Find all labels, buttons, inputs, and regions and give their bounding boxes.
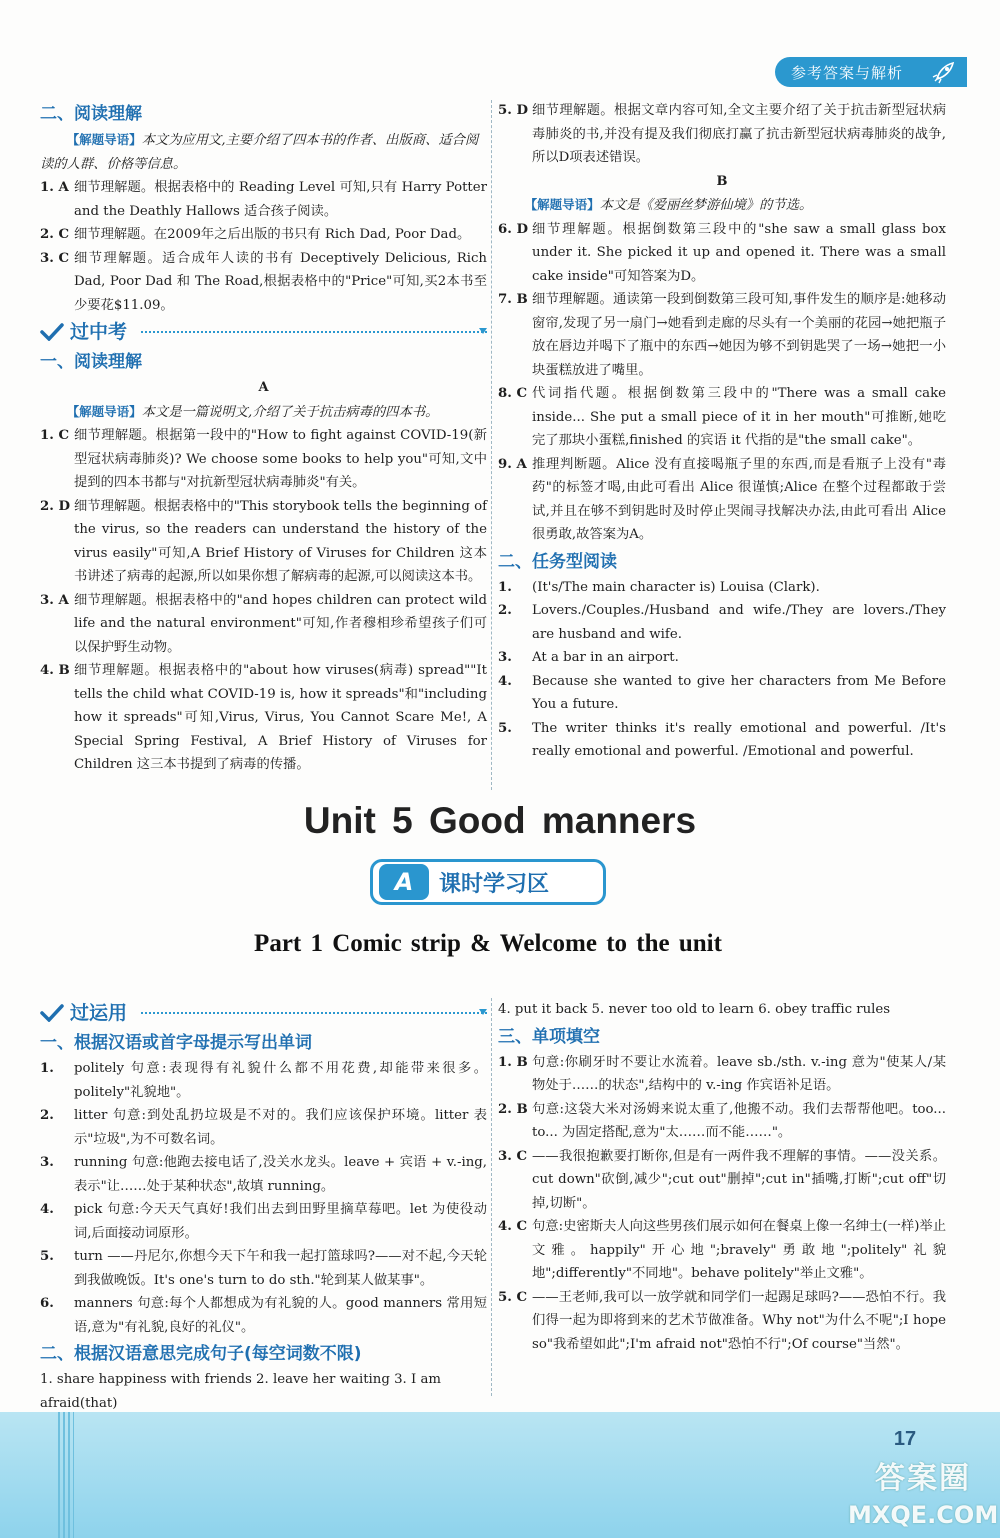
answer-text: litter 句意:到处乱扔垃圾是不对的。我们应该保护环境。litter 表示"垃圾",为不可数名词。 bbox=[74, 1108, 487, 1147]
answer-item bbox=[40, 1198, 487, 1245]
watermark-seal: 答案圈 bbox=[875, 1461, 971, 1496]
guide-text: 本文是一篇说明文,介绍了关于抗击病毒的四本书。 bbox=[141, 404, 439, 420]
section-heading: 一、根据汉语或首字母提示写出单词 bbox=[40, 1033, 312, 1053]
answer-number: 4. bbox=[40, 1202, 54, 1217]
answer-number: 5. bbox=[498, 720, 512, 736]
answer-item bbox=[40, 1245, 487, 1292]
answer-item bbox=[498, 1098, 946, 1145]
answer-item bbox=[498, 218, 946, 289]
answer-item bbox=[40, 659, 487, 777]
answer-text: 细节理解题。通读第一段到倒数第三段可知,事件发生的顺序是:她移动窗帘,发现了另一扇门→她看到走廊的尽头有一个美丽的花园→她把瓶子放在唇边并喝下了瓶中的东西→她因为够不到钥匙哭了一场→她把一小块蛋糕放进了嘴里。 bbox=[532, 292, 946, 378]
answer-item bbox=[498, 1051, 946, 1098]
answer-text: 细节理解题。根据文章内容可知,全文主要介绍了关于抗击新型冠状病毒肺炎的书,并没有提及我们彻底打赢了抗击新型冠状病毒肺炎的战争,所以D项表述错误。 bbox=[532, 103, 946, 165]
badge-rule bbox=[141, 331, 487, 333]
answer-item bbox=[40, 1151, 487, 1198]
top-right-column bbox=[498, 99, 946, 764]
answer-number: 3. bbox=[498, 650, 512, 665]
answer-item bbox=[40, 176, 487, 223]
lesson-zone-label bbox=[370, 859, 606, 905]
answer-item bbox=[498, 382, 946, 453]
watermark-url: MXQE.COM bbox=[848, 1501, 999, 1529]
column-divider-bottom bbox=[491, 998, 492, 1396]
passage-label: B bbox=[716, 173, 728, 189]
answer-line: 4. put it back 5. never too old to learn 6. obey traffic rules bbox=[498, 1002, 891, 1017]
badge-label: 过运用 bbox=[70, 1002, 128, 1024]
answer-number: 7. B bbox=[498, 292, 528, 307]
guide-tag: 【解题导语】 bbox=[524, 197, 600, 212]
passage-label: A bbox=[258, 380, 269, 395]
answer-text: Lovers./Couples./Husband and wife./They are lovers./They are husband and wife. bbox=[532, 603, 946, 642]
answer-text: 细节理解题。根据表格中的 Reading Level 可知,只有 Harry Potter and the Deathly Hallows 适合孩子阅读。 bbox=[74, 180, 487, 219]
answer-text: politely 句意:表现得有礼貌什么都不用花费,却能带来很多。politely"礼貌地"。 bbox=[74, 1061, 487, 1100]
answer-item bbox=[40, 1057, 487, 1104]
answer-item bbox=[40, 589, 487, 660]
guide-tag: 【解题导语】 bbox=[66, 132, 142, 147]
answer-number: 4. C bbox=[498, 1219, 528, 1234]
answer-text: ——王老师,我可以一放学就和同学们一起踢足球吗?——恐怕不行。我们得一起为即将到来的艺术节做准备。Why not"为什么不呢";I hope so"我希望如此";I'm afraid not"恐怕不行";Of course"当然"。 bbox=[532, 1289, 946, 1352]
rocket-icon bbox=[931, 59, 957, 85]
answer-text: 推理判断题。Alice 没有直接喝瓶子里的东西,而是看瓶子上没有"毒药"的标签才喝,由此可看出 Alice 很谨慎;Alice 在整个过程都敢于尝试,并且在够不到钥匙时及时停止哭闹寻找解决办法,由此可看出 Alice 很勇敢,故答案为A。 bbox=[532, 456, 946, 542]
footer-stripes bbox=[58, 1412, 74, 1538]
answer-section-header bbox=[775, 57, 967, 87]
badge-rule bbox=[141, 1012, 487, 1014]
answer-number: 5. bbox=[40, 1249, 54, 1264]
answer-text: turn ——丹尼尔,你想今天下午和我一起打篮球吗?——对不起,今天轮到我做晚饭。It's one's turn to do sth."轮到某人做某事"。 bbox=[74, 1249, 487, 1288]
section-heading: 二、根据汉语意思完成句子(每空词数不限) bbox=[40, 1344, 362, 1364]
answer-text: ——我很抱歉要打断你,但是有一两件我不理解的事情。——没关系。cut down"砍倒,减少";cut out"删掉";cut in"插嘴,打断";cut off"切掉,切断"。 bbox=[532, 1148, 946, 1211]
watermark bbox=[848, 1458, 998, 1538]
answer-text: The writer thinks it's really emotional and powerful. /It's really emotional and powerful. /Emotional and powerful. bbox=[532, 720, 946, 759]
guide-text: 本文是《爱丽丝梦游仙境》的节选。 bbox=[599, 198, 813, 213]
answer-number: 3. C bbox=[40, 250, 70, 266]
answer-item bbox=[40, 247, 487, 318]
solution-guide bbox=[498, 193, 946, 218]
answer-number: 2. C bbox=[40, 227, 70, 242]
answer-number: 2. bbox=[498, 603, 512, 618]
answer-number: 6. bbox=[40, 1296, 54, 1311]
answer-number: 3. C bbox=[498, 1148, 528, 1164]
checkmark-icon bbox=[40, 1004, 64, 1022]
part-title: Part 1 Comic strip & Welcome to the unit bbox=[254, 930, 722, 957]
answer-number: 4. B bbox=[40, 663, 70, 678]
answer-item bbox=[40, 1104, 487, 1151]
unit-title: Unit 5 Good manners bbox=[303, 800, 697, 841]
answer-number: 1. B bbox=[498, 1054, 528, 1070]
bottom-right-column bbox=[498, 998, 946, 1356]
answer-line: 1. share happiness with friends 2. leave her waiting 3. I am afraid(that) bbox=[40, 1372, 442, 1411]
answer-text: 细节理解题。根据表格中的"This storybook tells the beginning of the virus, so the readers can understand the history of the virus easily"可知,A Brief History of Viruses for Children 这本书讲述了病毒的起源,所以如果你想了解病毒的起源,可以阅读这本书。 bbox=[74, 498, 487, 584]
answer-text: 句意:你刷牙时不要让水流着。leave sb./sth. v.-ing 意为"使某人/某物处于……的状态",结构中的 v.-ing 作宾语补足语。 bbox=[532, 1054, 946, 1093]
section-heading: 二、阅读理解 bbox=[40, 104, 142, 124]
answer-number: 1. bbox=[40, 1061, 54, 1076]
answer-item bbox=[498, 717, 946, 764]
badge-label: 过中考 bbox=[70, 321, 128, 343]
answer-text: 细节理解题。根据表格中的"and hopes children can protect wild life and the natural environment"可知,作者穆相珍希望孩子们可以保护野生动物。 bbox=[74, 592, 487, 655]
answer-text: At a bar in an airport. bbox=[532, 650, 679, 665]
guide-text: 本文为应用文,主要介绍了四本书的作者、出版商、适合阅读的人群、价格等信息。 bbox=[40, 133, 479, 172]
answer-text: 句意:这袋大米对汤姆来说太重了,他搬不动。我们去帮帮他吧。too... to... 为固定搭配,意为"太……而不能……"。 bbox=[532, 1101, 946, 1140]
answer-text: 细节理解题。根据倒数第三段中的"she saw a small glass box under it. She picked it up and opened it. There was a small cake inside"可知答案为D。 bbox=[532, 221, 946, 284]
bottom-left-column bbox=[40, 998, 487, 1415]
guide-tag: 【解题导语】 bbox=[66, 403, 142, 419]
section-heading: 三、单项填空 bbox=[498, 1026, 600, 1047]
answer-number: 5. C bbox=[498, 1289, 528, 1305]
answer-number: 1. A bbox=[40, 180, 69, 195]
answer-text: manners 句意:每个人都想成为有礼貌的人。good manners 常用短语,意为"有礼貌,良好的礼仪"。 bbox=[74, 1296, 487, 1335]
answer-item bbox=[498, 576, 946, 600]
answer-item bbox=[40, 1292, 487, 1339]
answer-number: 6. D bbox=[498, 221, 529, 237]
answer-number: 2. bbox=[40, 1108, 54, 1123]
answer-item bbox=[40, 223, 487, 247]
answer-number: 8. C bbox=[498, 386, 528, 401]
checkmark-icon bbox=[40, 323, 64, 341]
answer-text: 细节理解题。根据第一段中的"How to fight against COVID-19(新型冠状病毒肺炎)? We choose some books to help you"可知,文中提到的四本书都与"对抗新型冠状病毒肺炎"有关。 bbox=[74, 428, 487, 490]
exam-badge bbox=[40, 317, 487, 347]
answer-number: 4. bbox=[498, 673, 512, 689]
answer-text: 句意:史密斯夫人向这些男孩们展示如何在餐桌上像一名绅士(一样)举止文雅。happily"开心地";bravely"勇敢地";politely"礼貌地";differently"不同地"。behave politely"举止文雅"。 bbox=[532, 1219, 946, 1281]
answer-number: 3. A bbox=[40, 592, 69, 608]
header-label: 参考答案与解析 bbox=[791, 63, 904, 82]
practice-badge bbox=[40, 998, 487, 1028]
answer-number: 5. D bbox=[498, 103, 529, 118]
answer-number: 3. bbox=[40, 1155, 54, 1170]
answer-item bbox=[498, 99, 946, 170]
page-number: 17 bbox=[893, 1428, 917, 1450]
top-left-column bbox=[40, 99, 487, 777]
answer-text: pick 句意:今天天气真好!我们出去到田野里摘草莓吧。let 为使役动词,后面接动词原形。 bbox=[74, 1202, 487, 1241]
answer-text: 细节理解题。根据表格中的"about how viruses(病毒) spread""It tells the child what COVID-19 is, how it spreads"和"including how it spreads"可知,Virus, Virus, You Cannot Scare Me!, A Special Spring Festival, A Brief History of Viruses for Children 这三本书提到了病毒的传播。 bbox=[74, 663, 487, 772]
answer-text: 代词指代题。根据倒数第三段中的"There was a small cake inside... She put a small piece of it in her mouth"可推断,她吃完了那块小蛋糕,finished 的宾语 it 代指的是"the small cake"。 bbox=[532, 386, 946, 448]
solution-guide bbox=[40, 400, 487, 425]
answer-text: (It's/The main character is) Louisa (Clark). bbox=[532, 579, 820, 595]
answer-item bbox=[498, 646, 946, 670]
answer-item bbox=[498, 1215, 946, 1286]
section-heading: 二、任务型阅读 bbox=[498, 551, 617, 572]
answer-item bbox=[498, 670, 946, 717]
answer-item bbox=[498, 1145, 946, 1216]
answer-text: Because she wanted to give her characters from Me Before You a future. bbox=[532, 673, 946, 712]
answer-item bbox=[498, 1286, 946, 1357]
answer-item bbox=[498, 599, 946, 646]
answer-number: 1. C bbox=[40, 428, 70, 443]
answer-number: 1. bbox=[498, 579, 512, 595]
answer-text: 细节理解题。在2009年之后出版的书只有 Rich Dad, Poor Dad。 bbox=[74, 227, 471, 242]
answer-item bbox=[40, 424, 487, 495]
answer-item bbox=[40, 495, 487, 589]
zone-text: 课时学习区 bbox=[439, 871, 550, 897]
answer-number: 2. B bbox=[498, 1101, 528, 1117]
answer-item bbox=[498, 453, 946, 547]
section-heading: 一、阅读理解 bbox=[40, 352, 142, 372]
answer-number: 9. A bbox=[498, 456, 527, 472]
answer-item bbox=[498, 288, 946, 382]
solution-guide bbox=[40, 128, 487, 176]
answer-number: 2. D bbox=[40, 498, 71, 514]
answer-text: running 句意:他跑去接电话了,没关水龙头。leave + 宾语 + v.-ing,表示"让……处于某种状态",故填 running。 bbox=[74, 1155, 487, 1194]
column-divider-top bbox=[491, 100, 492, 790]
zone-letter: A bbox=[379, 864, 429, 900]
answer-text: 细节理解题。适合成年人读的书有 Deceptively Delicious, Rich Dad, Poor Dad 和 The Road,根据表格中的"Price"可知,买2本书至少要花$11.09。 bbox=[74, 250, 487, 313]
